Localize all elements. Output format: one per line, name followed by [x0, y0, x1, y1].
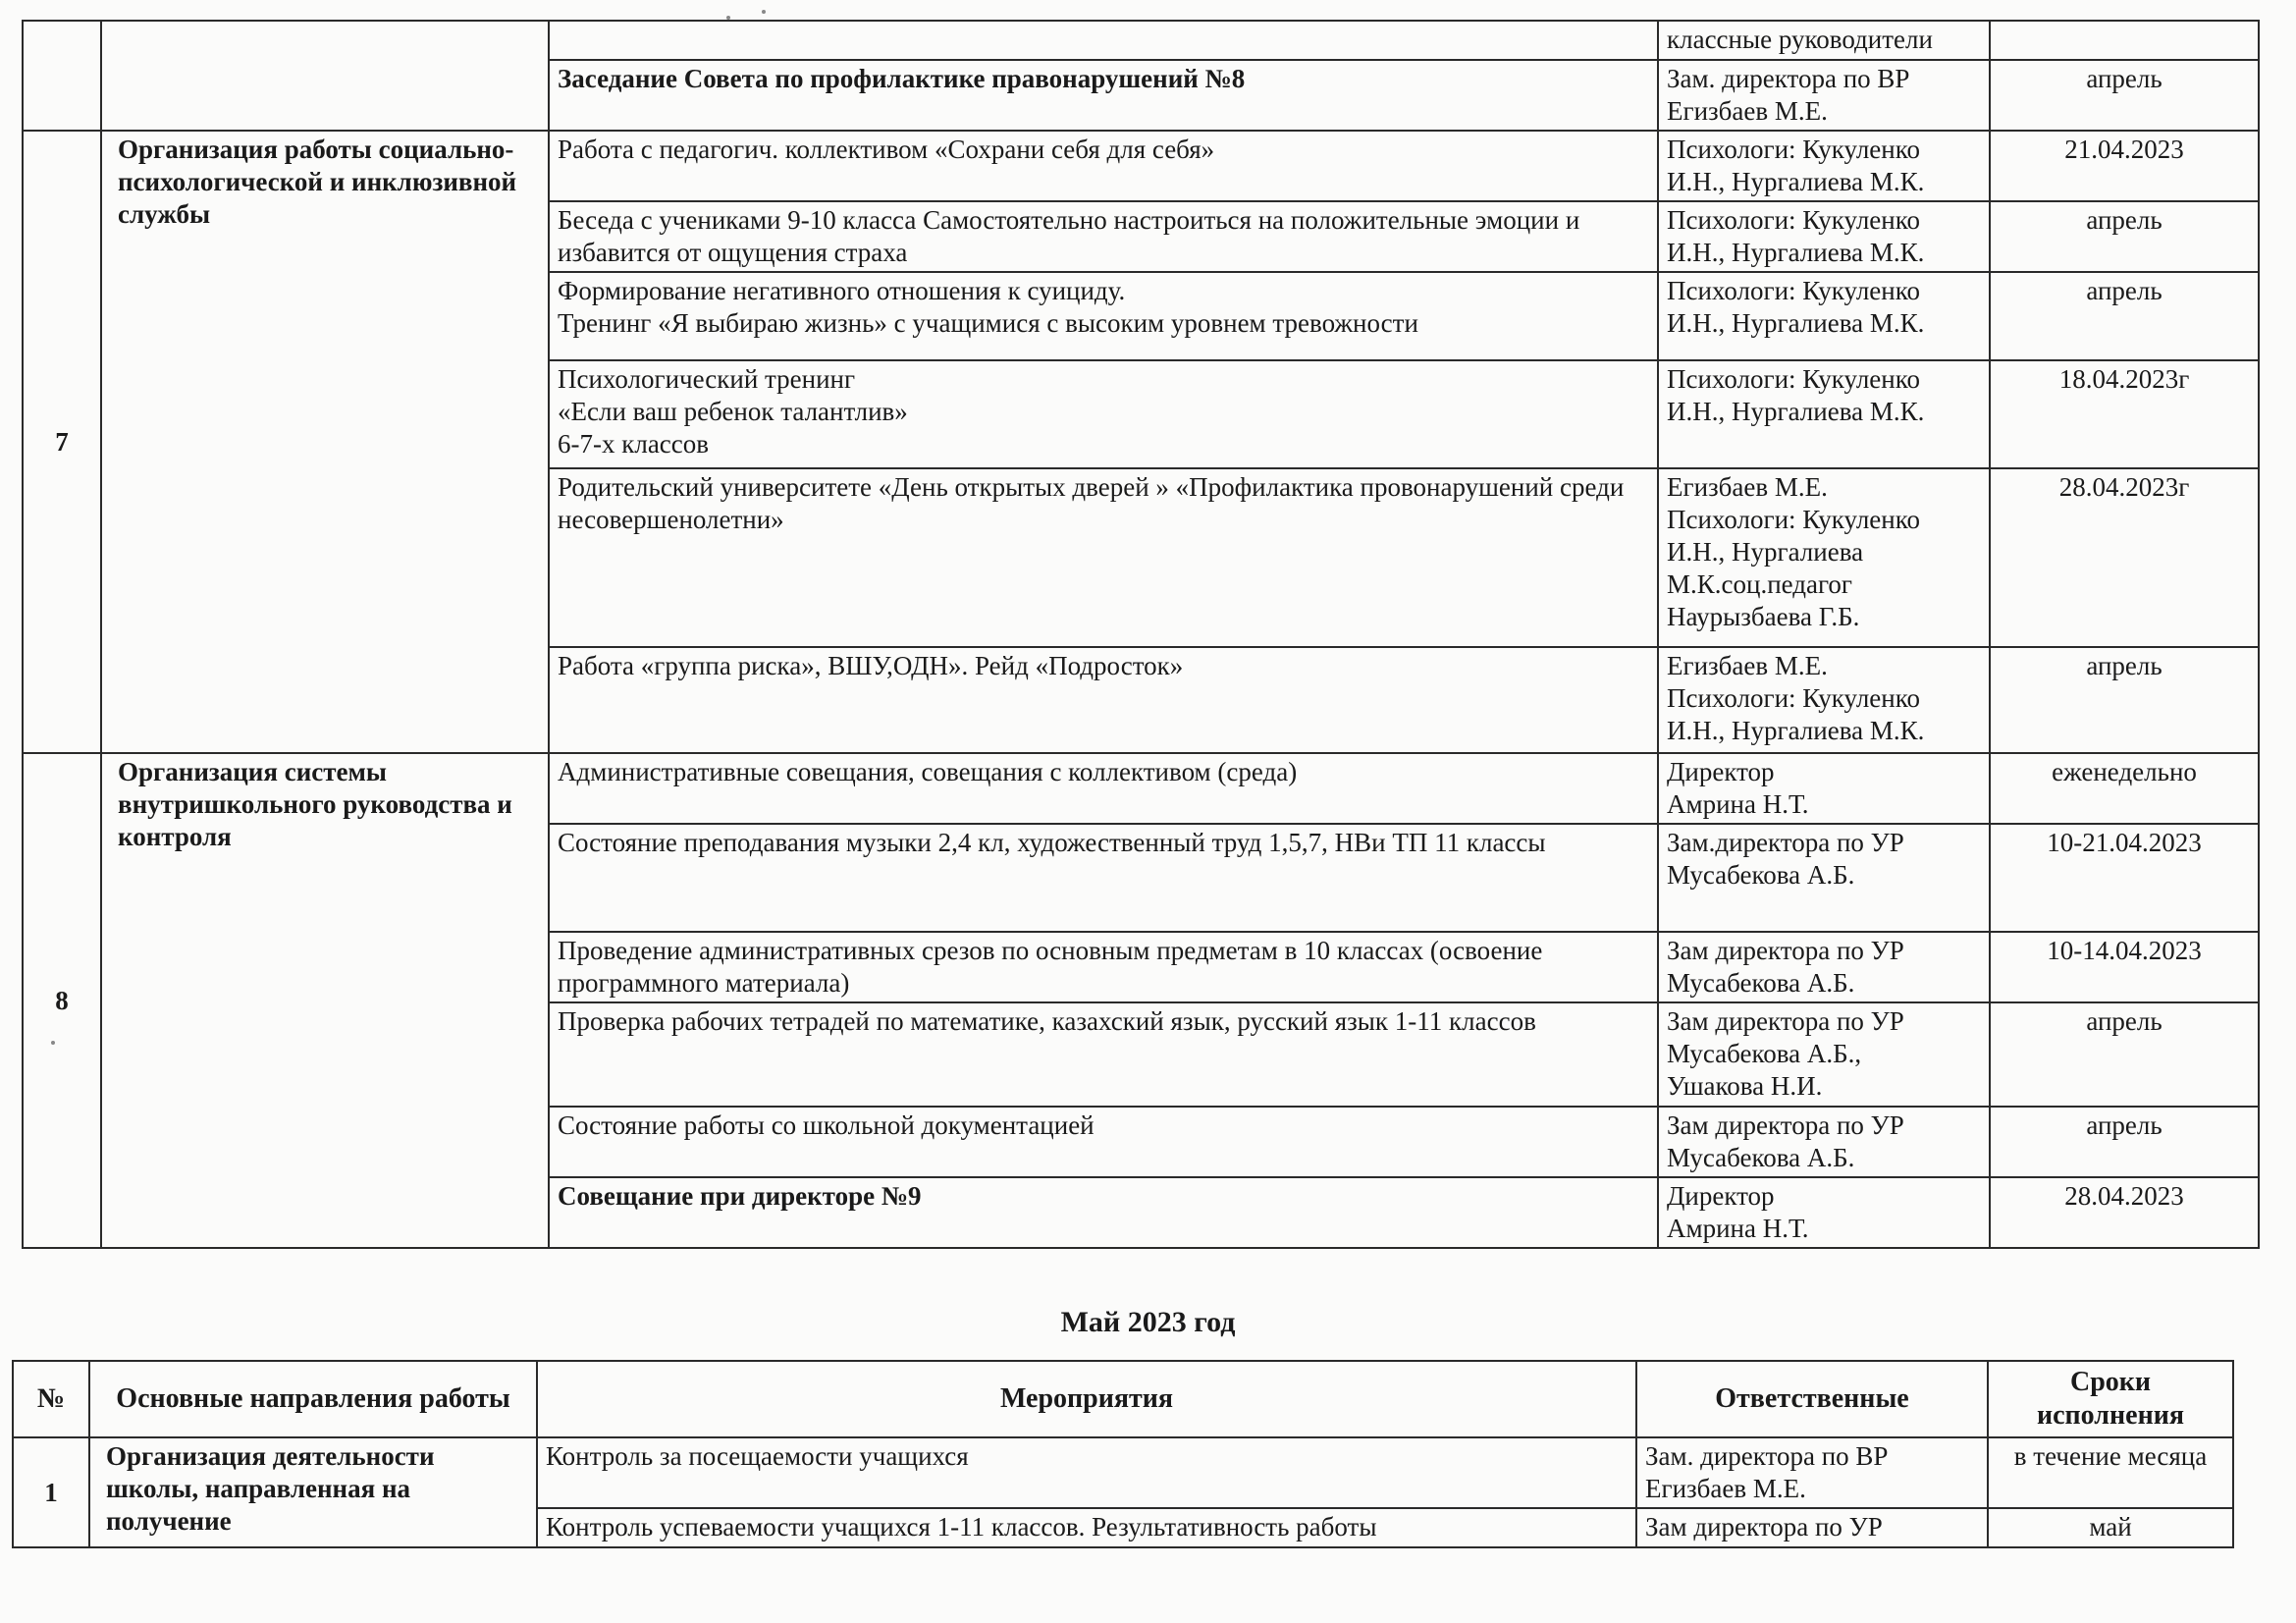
- responsible-cell: Директор Амрина Н.Т.: [1658, 753, 1990, 824]
- row-number-cell: 7: [23, 131, 101, 753]
- deadline-cell: апрель: [1990, 647, 2259, 753]
- deadline-cell: 28.04.2023г: [1990, 468, 2259, 647]
- responsible-cell: Психологи: Кукуленко И.Н., Нургалиева М.К.: [1658, 201, 1990, 272]
- direction-cell: Организация деятельности школы, направленная на получение: [89, 1437, 537, 1547]
- event-cell: Работа с педагогич. коллективом «Сохрани себя для себя»: [549, 131, 1658, 201]
- header-responsible: Ответственные: [1636, 1361, 1988, 1437]
- table-header-row: [13, 1361, 2233, 1437]
- header-event: Мероприятия: [537, 1361, 1636, 1437]
- row-number-cell: [23, 21, 101, 131]
- event-cell: [549, 21, 1658, 60]
- responsible-cell: Зам директора по УР Мусабекова А.Б., Ушакова Н.И.: [1658, 1002, 1990, 1107]
- responsible-cell: Психологи: Кукуленко И.Н., Нургалиева М.К.: [1658, 272, 1990, 360]
- event-cell: Беседа с учениками 9-10 класса Самостоятельно настроиться на положительные эмоции и избавится от ощущения страха: [549, 201, 1658, 272]
- deadline-cell: 18.04.2023г: [1990, 360, 2259, 468]
- event-cell: Контроль за посещаемости учащихся: [537, 1437, 1636, 1508]
- responsible-cell: Психологи: Кукуленко И.Н., Нургалиева М.К.: [1658, 131, 1990, 201]
- scan-speck: [51, 1041, 55, 1045]
- table-row: [23, 21, 2259, 60]
- event-cell: Проведение административных срезов по основным предметам в 10 классах (освоение программного материала): [549, 932, 1658, 1002]
- responsible-cell: Егизбаев М.Е. Психологи: Кукуленко И.Н., Нургалиева М.К.соц.педагог Наурызбаева Г.Б.: [1658, 468, 1990, 647]
- responsible-cell: Зам директора по УР Мусабекова А.Б.: [1658, 932, 1990, 1002]
- event-cell: Проверка рабочих тетрадей по математике, казахский язык, русский язык 1-11 классов: [549, 1002, 1658, 1107]
- row-number-cell: 8: [23, 753, 101, 1248]
- responsible-cell: Зам.директора по УР Мусабекова А.Б.: [1658, 824, 1990, 932]
- april-plan-table: [22, 20, 2260, 1249]
- direction-cell: Организация работы социально-психологической и инклюзивной службы: [101, 131, 549, 753]
- direction-cell: [101, 21, 549, 131]
- section-title-may: Май 2023 год: [1060, 1306, 1236, 1338]
- deadline-cell: апрель: [1990, 1002, 2259, 1107]
- deadline-cell: еженедельно: [1990, 753, 2259, 824]
- event-cell: Состояние работы со школьной документацией: [549, 1107, 1658, 1177]
- header-direction: Основные направления работы: [89, 1361, 537, 1437]
- deadline-cell: апрель: [1990, 201, 2259, 272]
- deadline-cell: 10-21.04.2023: [1990, 824, 2259, 932]
- event-cell: Контроль успеваемости учащихся 1-11 классов. Результативность работы: [537, 1508, 1636, 1547]
- direction-cell: Организация системы внутришкольного руководства и контроля: [101, 753, 549, 1248]
- scan-speck: [762, 10, 766, 14]
- may-plan-table: [12, 1360, 2234, 1548]
- deadline-cell: апрель: [1990, 1107, 2259, 1177]
- event-cell: Административные совещания, совещания с коллективом (среда): [549, 753, 1658, 824]
- table-row: [23, 131, 2259, 201]
- responsible-cell: Зам директора по УР: [1636, 1508, 1988, 1547]
- responsible-cell: Зам. директора по ВР Егизбаев М.Е.: [1658, 60, 1990, 131]
- event-cell: Работа «группа риска», ВШУ,ОДН». Рейд «Подросток»: [549, 647, 1658, 753]
- responsible-cell: Зам. директора по ВР Егизбаев М.Е.: [1636, 1437, 1988, 1508]
- event-cell: Родительский университете «День открытых дверей » «Профилактика провонарушений среди несовершенолетни»: [549, 468, 1658, 647]
- row-number-cell: 1: [13, 1437, 89, 1547]
- responsible-cell: Психологи: Кукуленко И.Н., Нургалиева М.К.: [1658, 360, 1990, 468]
- header-deadline: Сроки исполнения: [1988, 1361, 2233, 1437]
- deadline-cell: [1990, 21, 2259, 60]
- event-cell: Заседание Совета по профилактике правонарушений №8: [549, 60, 1658, 131]
- scan-speck: [726, 16, 730, 20]
- event-cell: Совещание при директоре №9: [549, 1177, 1658, 1248]
- responsible-cell: Зам директора по УР Мусабекова А.Б.: [1658, 1107, 1990, 1177]
- deadline-cell: апрель: [1990, 272, 2259, 360]
- deadline-cell: 28.04.2023: [1990, 1177, 2259, 1248]
- responsible-cell: классные руководители: [1658, 21, 1990, 60]
- event-cell: Психологический тренинг «Если ваш ребенок талантлив» 6-7-х классов: [549, 360, 1658, 468]
- deadline-cell: 21.04.2023: [1990, 131, 2259, 201]
- header-number: №: [13, 1361, 89, 1437]
- deadline-cell: 10-14.04.2023: [1990, 932, 2259, 1002]
- deadline-cell: май: [1988, 1508, 2233, 1547]
- deadline-cell: в течение месяца: [1988, 1437, 2233, 1508]
- deadline-cell: апрель: [1990, 60, 2259, 131]
- responsible-cell: Егизбаев М.Е. Психологи: Кукуленко И.Н., Нургалиева М.К.: [1658, 647, 1990, 753]
- responsible-cell: Директор Амрина Н.Т.: [1658, 1177, 1990, 1248]
- table-row: [13, 1437, 2233, 1508]
- event-cell: Состояние преподавания музыки 2,4 кл, художественный труд 1,5,7, НВи ТП 11 классы: [549, 824, 1658, 932]
- event-cell: Формирование негативного отношения к суициду. Тренинг «Я выбираю жизнь» с учащимися с высоким уровнем тревожности: [549, 272, 1658, 360]
- table-row: [23, 753, 2259, 824]
